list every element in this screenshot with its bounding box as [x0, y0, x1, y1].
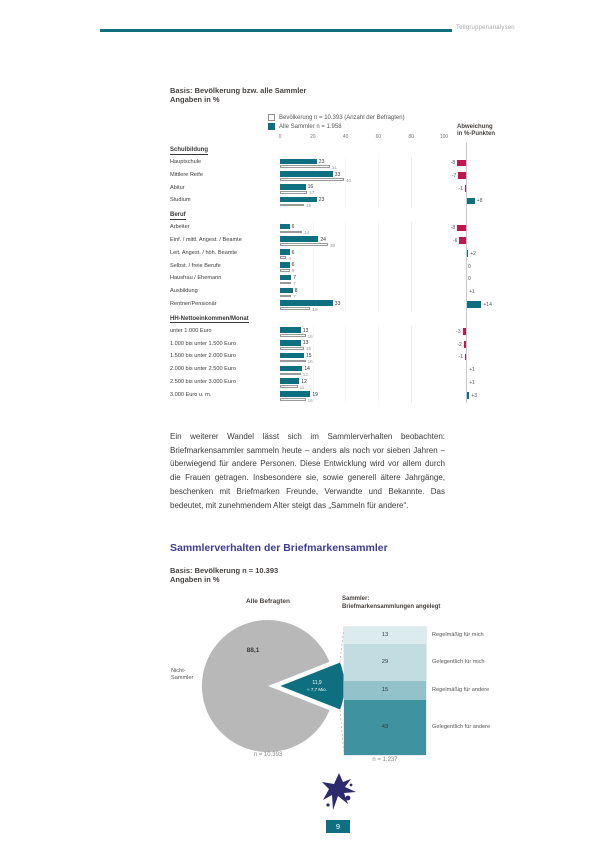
stacked-bar-title	[342, 596, 462, 611]
row-plot	[280, 286, 444, 299]
stack-segment: 29	[344, 644, 426, 681]
bar-sammler	[280, 159, 317, 165]
deviation-value: -8	[450, 160, 456, 166]
bar-bevoelkerung	[280, 385, 298, 388]
bar-bevoelkerung-value: 17	[309, 190, 315, 196]
page-number: 9	[335, 822, 341, 831]
bar-bevoelkerung	[280, 204, 304, 207]
chart1-basis-line2: Angaben in %	[170, 95, 220, 104]
pie-to-bar-connectors	[300, 618, 348, 760]
bar-bevoelkerung	[280, 243, 328, 246]
chart2-basis-line1: Basis: Bevölkerung n = 10.393	[170, 566, 279, 575]
row-label: Mittlere Reife	[170, 171, 203, 178]
bar-bevoelkerung	[280, 282, 291, 285]
row-plot	[280, 170, 444, 183]
chart-row	[170, 248, 515, 261]
bar-bevoelkerung-value: 13	[302, 371, 308, 377]
stacked-bar-side-labels	[432, 627, 507, 755]
bar-sammler	[280, 197, 317, 203]
stacked-bar-title-line1: Sammler:	[342, 596, 370, 602]
chart-row	[170, 390, 515, 403]
bar-sammler	[280, 171, 333, 177]
row-deviation	[444, 222, 508, 235]
row-label: 2.000 bis unter 2.500 Euro	[170, 366, 236, 373]
stack-segment-label: Gelegentlich für mich	[432, 659, 485, 666]
deviation-bar	[459, 237, 466, 244]
bar-bevoelkerung-value: 16	[307, 397, 313, 403]
bar-sammler-value: 7	[293, 275, 296, 282]
pie-slice-label-nicht-sammler: Nicht-Sammler	[171, 668, 194, 681]
row-label: 1.500 bis unter 2.000 Euro	[170, 353, 236, 360]
row-label: unter 1.000 Euro	[170, 327, 212, 334]
deviation-value: 0	[468, 263, 471, 270]
chart1-basis	[170, 86, 306, 104]
deviation-value: +2	[470, 250, 476, 257]
bar-bevoelkerung-value: 15	[306, 346, 312, 352]
bar-bevoelkerung-value: 15	[306, 203, 312, 209]
deviation-bar	[457, 225, 466, 232]
row-label: Ausbildung	[170, 288, 198, 295]
running-header: Teilgruppenanalysen	[456, 25, 515, 31]
row-plot	[280, 351, 444, 364]
row-label: Hauptschule	[170, 159, 202, 165]
x-tick-0: 0	[278, 134, 282, 140]
bar-sammler	[280, 391, 310, 397]
deviation-value: -8	[450, 225, 456, 232]
bar-bevoelkerung-value: 11	[299, 384, 305, 390]
chart1-basis-line1: Basis: Bevölkerung bzw. alle Sammler	[170, 86, 307, 95]
bar-bevoelkerung	[280, 360, 306, 363]
main-chart-rows	[170, 147, 515, 403]
bar-bevoelkerung-value: 19	[312, 306, 318, 312]
legend-label-bevoelkerung: Bevölkerung n = 10.393 (Anzahl der Befragten)	[279, 114, 405, 121]
bar-bevoelkerung	[280, 165, 330, 168]
bar-sammler	[280, 275, 291, 281]
pie-value-nicht-sammler: 88,1	[246, 647, 260, 654]
row-plot	[280, 261, 444, 274]
stacked-bar-caption: n = 1.237	[372, 757, 398, 763]
x-tick-20: 20	[310, 134, 316, 140]
row-label: 2.500 bis unter 3.000 Euro	[170, 378, 236, 385]
chart-row	[170, 377, 515, 390]
bar-sammler-value: 14	[304, 365, 310, 372]
x-axis-ticks	[278, 134, 449, 143]
stack-segment: 13	[344, 627, 426, 644]
bar-sammler	[280, 340, 301, 346]
bar-sammler-value: 15	[306, 353, 312, 360]
chart1-legend	[268, 113, 405, 131]
pie-value-sammler-mio: ≈ 7,7 Mio.	[307, 687, 327, 692]
bar-sammler	[280, 300, 333, 306]
bar-sammler-value: 16	[307, 184, 314, 191]
stack-segment: 43	[344, 700, 426, 755]
legend-swatch-outline-icon	[268, 114, 275, 121]
row-label: 1.000 bis unter 1.500 Euro	[170, 340, 236, 347]
row-deviation	[444, 339, 508, 352]
chart-row	[170, 235, 515, 248]
chart-row	[170, 339, 515, 352]
bar-bevoelkerung	[280, 307, 310, 310]
x-tick-100: 100	[439, 134, 449, 140]
page-number-badge	[326, 820, 350, 833]
stacked-bar-title-line2: Briefmarkensammlungen angelegt	[342, 603, 441, 610]
bar-bevoelkerung-value: 31	[331, 164, 337, 170]
bar-sammler-value: 6	[291, 223, 295, 230]
x-tick-80: 80	[408, 134, 414, 140]
row-plot	[280, 390, 444, 403]
bar-sammler	[280, 366, 302, 372]
deviation-value: +8	[476, 198, 483, 205]
chart2-basis-line2: Angaben in %	[170, 575, 220, 584]
bar-bevoelkerung-value: 6	[291, 268, 295, 274]
chart-row	[170, 222, 515, 235]
chart-row	[170, 195, 515, 208]
bar-sammler	[280, 262, 290, 268]
bar-sammler-value: 6	[291, 249, 295, 256]
deviation-value: 0	[468, 276, 471, 283]
bar-sammler-value: 24	[320, 236, 326, 243]
deviation-value: -7	[451, 172, 457, 179]
bar-bevoelkerung-value: 4	[288, 255, 291, 261]
bar-sammler	[280, 224, 290, 230]
deviation-value: +1	[469, 289, 475, 296]
legend-item-sammler	[268, 122, 405, 131]
row-plot	[280, 339, 444, 352]
row-plot	[280, 157, 444, 170]
row-plot	[280, 248, 444, 261]
bar-bevoelkerung	[280, 347, 304, 350]
row-deviation	[444, 183, 508, 196]
bar-sammler-value: 19	[312, 391, 318, 398]
row-label: Rentner/Pensionär	[170, 300, 217, 307]
row-deviation	[444, 364, 508, 377]
group-header: Schulbildung	[170, 147, 208, 153]
row-label: 3.000 Euro u. m.	[170, 391, 212, 398]
section-heading: Sammlerverhalten der Briefmarkensammler	[170, 542, 388, 554]
deviation-value: -1	[458, 185, 463, 192]
deviation-value: +1	[469, 367, 475, 374]
row-deviation	[444, 235, 508, 248]
bar-sammler-value: 12	[301, 378, 307, 385]
x-tick-60: 60	[375, 134, 382, 140]
bar-bevoelkerung	[280, 191, 307, 194]
row-deviation	[444, 326, 508, 339]
bar-bevoelkerung	[280, 269, 290, 272]
stack-segment-label: Regelmäßig für andere	[432, 687, 490, 694]
legend-label-sammler: Alle Sammler n = 1.958	[279, 123, 342, 130]
row-plot	[280, 222, 444, 235]
stack-segment-label: Gelegentlich für andere	[432, 724, 491, 731]
row-plot	[280, 235, 444, 248]
row-plot	[280, 183, 444, 196]
row-deviation	[444, 261, 508, 274]
row-plot	[280, 299, 444, 312]
row-deviation	[444, 390, 508, 403]
deviation-value: -6	[452, 237, 458, 244]
deviation-bar	[458, 172, 466, 179]
row-label: Studium	[170, 197, 191, 204]
deviation-bar	[457, 160, 466, 167]
deviation-value: -2	[457, 341, 462, 348]
bar-sammler-value: 13	[302, 327, 309, 334]
chart-row	[170, 261, 515, 274]
bar-sammler-value: 23	[318, 197, 325, 204]
bar-sammler	[280, 236, 318, 242]
deviation-value: +14	[483, 301, 492, 308]
row-label: Abitur	[170, 184, 185, 191]
bar-sammler-value: 33	[334, 171, 341, 178]
row-plot	[280, 364, 444, 377]
bar-sammler	[280, 184, 306, 190]
bar-sammler-value: 6	[291, 262, 295, 269]
row-plot	[280, 195, 444, 208]
bar-sammler	[280, 249, 290, 255]
bar-bevoelkerung-value: 14	[304, 229, 310, 235]
chart-row	[170, 183, 515, 196]
bar-sammler	[280, 327, 301, 333]
bar-sammler-value: 23	[318, 158, 325, 165]
deviation-zero-line	[466, 143, 467, 403]
bar-bevoelkerung	[280, 231, 302, 234]
row-plot	[280, 326, 444, 339]
row-plot	[280, 273, 444, 286]
pie-caption: n = 10.393	[253, 752, 283, 758]
bar-bevoelkerung	[280, 373, 301, 376]
bar-bevoelkerung	[280, 398, 306, 401]
pie-chart-title: Alle Befragten	[245, 598, 291, 605]
chart-row	[170, 299, 515, 312]
deviation-value: -3	[456, 328, 461, 335]
bar-sammler	[280, 353, 304, 359]
row-label: Hausfrau / Ehemann	[170, 275, 222, 282]
bar-sammler	[280, 288, 293, 294]
brand-logo-icon	[320, 772, 358, 814]
deviation-header-line2: in %-Punkten	[457, 131, 496, 137]
row-deviation	[444, 195, 508, 208]
x-tick-40: 40	[342, 134, 349, 140]
body-paragraph: Ein weiterer Wandel lässt sich im Sammlerverhalten beobachten: Briefmarkensammler sammeln heute – anders als noch vor sieben Jahren – überwiegend für andere Personen. Diese Entwicklung wird vor allem durch die Frauen getragen. Insbesondere sie, sowie generell ältere Jahrgänge, beschenken mit Briefmarken Freunde, Verwandte und Bekannte. Das bedeutet, mit zunehmendem Alter steigt das „Sammeln für andere“.	[170, 432, 445, 510]
bar-bevoelkerung	[280, 256, 286, 259]
chart-row	[170, 326, 515, 339]
row-deviation	[444, 286, 508, 299]
row-deviation	[444, 248, 508, 261]
row-label: Selbst. / freie Berufe	[170, 262, 221, 269]
bar-bevoelkerung-value: 16	[307, 333, 313, 339]
row-deviation	[444, 157, 508, 170]
row-deviation	[444, 351, 508, 364]
bar-bevoelkerung	[280, 178, 344, 181]
chart-row	[170, 351, 515, 364]
bar-bevoelkerung-value: 30	[330, 242, 336, 248]
bar-sammler	[280, 378, 299, 384]
bar-bevoelkerung	[280, 334, 306, 337]
deviation-bar	[466, 198, 475, 205]
header-rule	[100, 29, 452, 32]
bar-bevoelkerung-value: 40	[346, 177, 352, 183]
row-label: Arbeiter	[170, 224, 190, 231]
group-header: Beruf	[170, 212, 186, 219]
bar-sammler-value: 8	[294, 287, 298, 294]
row-plot	[280, 377, 444, 390]
bar-bevoelkerung	[280, 295, 291, 298]
deviation-value: +1	[469, 379, 475, 386]
row-deviation	[444, 299, 508, 312]
chart-row	[170, 170, 515, 183]
legend-swatch-filled-icon	[268, 123, 275, 130]
deviation-value: -1	[458, 354, 463, 361]
stacked-bar-chart	[344, 627, 426, 755]
bar-bevoelkerung-value: 16	[307, 359, 313, 365]
row-deviation	[444, 273, 508, 286]
deviation-bar	[466, 301, 481, 308]
stack-segment-label: Regelmäßig für mich	[432, 632, 484, 639]
chart2-basis	[170, 566, 278, 584]
bar-bevoelkerung-value: 7	[293, 293, 296, 299]
row-label: Einf. / mittl. Angest. / Beamte	[170, 236, 242, 243]
legend-item-bevoelkerung	[268, 113, 405, 122]
row-label: Leit. Angest. / höh. Beamte	[170, 249, 238, 256]
bar-bevoelkerung-value: 7	[293, 281, 296, 287]
chart-row	[170, 364, 515, 377]
bar-sammler-value: 33	[334, 300, 341, 307]
pie-value-sammler: 11,9	[312, 680, 322, 686]
group-header: HH-Nettoeinkommen/Monat	[170, 315, 249, 322]
chart-row	[170, 273, 515, 286]
row-deviation	[444, 170, 508, 183]
deviation-header-line1: Abweichung	[457, 124, 493, 130]
chart-row	[170, 286, 515, 299]
stack-segment: 15	[344, 681, 426, 700]
chart-row	[170, 157, 515, 170]
deviation-value: +3	[471, 392, 477, 399]
bar-sammler-value: 13	[302, 340, 309, 347]
main-bar-chart	[170, 134, 515, 403]
row-deviation	[444, 377, 508, 390]
